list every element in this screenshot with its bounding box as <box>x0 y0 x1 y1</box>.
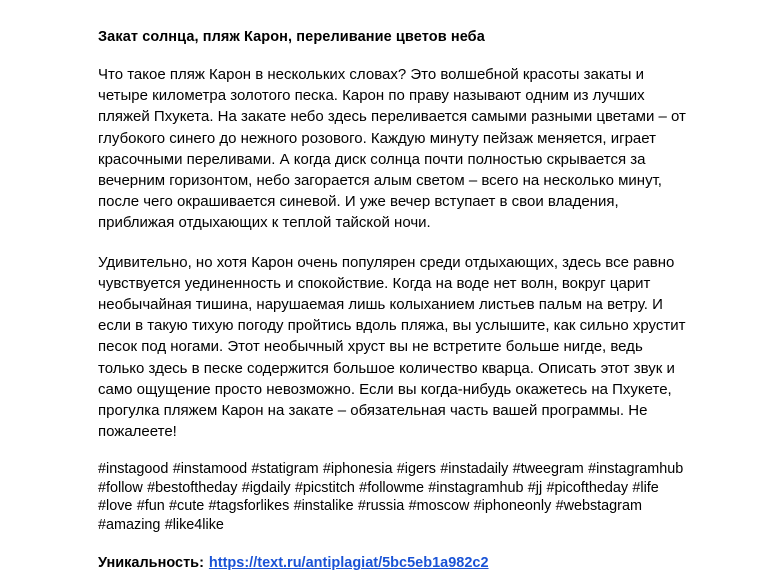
page-title: Закат солнца, пляж Карон, переливание цветов неба <box>98 29 485 45</box>
body-paragraph-2: Удивительно, но хотя Карон очень популярен среди отдыхающих, здесь все равно чувствуется уединенность и спокойствие. Когда на воде нет волн, вокруг царит необычайная тишина, нарушаемая лишь колыханием листьев пальм на ветру. И если в такую тихую погоду пройтись вдоль пляжа, вы услышите, как сильно хрустит песок под ногами. Этот необычный хруст вы не встретите больше нигде, ведь только здесь в песке содержится большое количество кварца. Описать этот звук и само ощущение просто невозможно. Если вы когда-нибудь окажетесь на Пхукете, прогулка пляжем Карон на закате – обязательная часть вашей программы. Не пожалеете! <box>98 253 686 441</box>
uniqueness-link[interactable]: https://text.ru/antiplagiat/5bc5eb1a982c2 <box>208 555 489 572</box>
uniqueness-label: Уникальность: <box>98 555 204 572</box>
body-paragraph-1: Что такое пляж Карон в нескольких словах? Это волшебной красоты закаты и четыре километра золотого песка. Карон по праву называют одним из лучших пляжей Пхукета. На закате небо здесь переливается самыми разными цветами – от глубокого синего до нежного розового. Каждую минуту пейзаж меняется, играет красочными переливами. А когда диск солнца почти полностью скрывается за вечерним горизонтом, небо загорается алым светом – всего на несколько минут, после чего окрашивается синевой. И уже вечер вступает в свои владения, приближая отдыхающих к теплой тайской ночи. <box>98 66 686 232</box>
hashtag-block: #instagood #instamood #statigram #iphonesia #igers #instadaily #tweegram #instagramhub #follow #bestoftheday #igdaily #picstitch #followme #instagramhub #jj #picoftheday #life #love #fun #cute #tagsforlikes #instalike #russia #moscow #iphoneonly #webstagram #amazing #like4like <box>98 461 684 533</box>
uniqueness-line <box>98 554 690 573</box>
